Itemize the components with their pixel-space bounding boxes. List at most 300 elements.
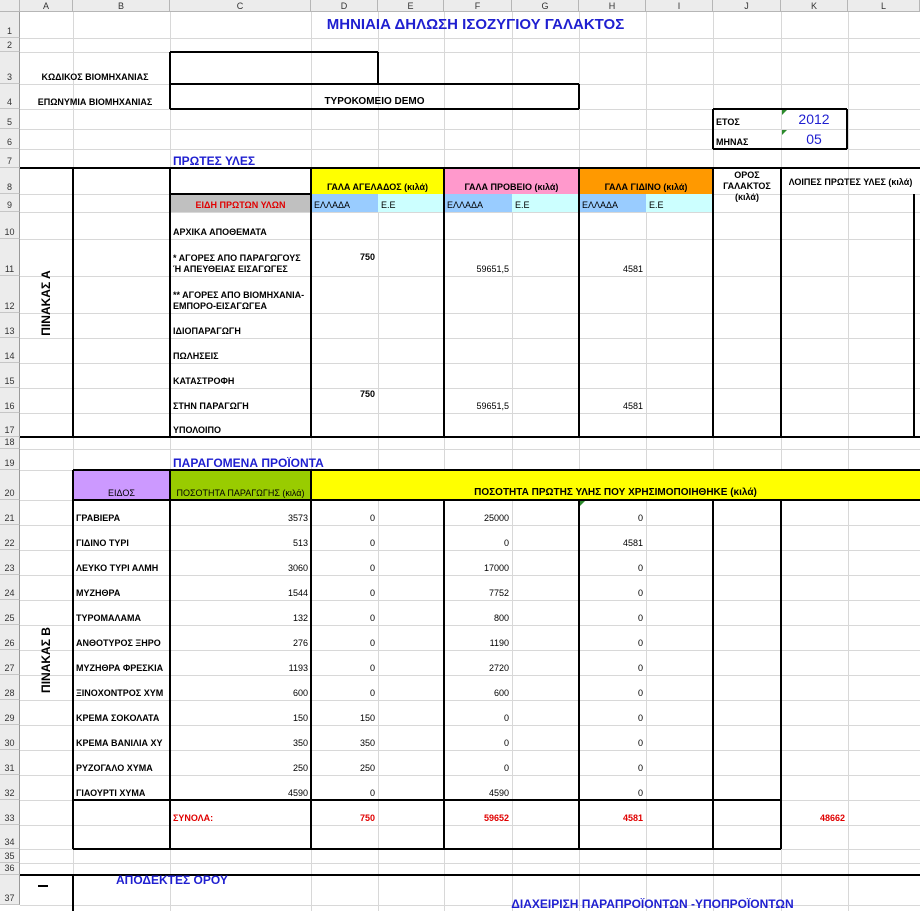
product-quantity-cell[interactable] bbox=[170, 500, 311, 525]
select-all-corner[interactable] bbox=[0, 0, 20, 12]
row-header[interactable]: 33 bbox=[0, 800, 20, 825]
row-header[interactable]: 12 bbox=[0, 276, 20, 313]
product-sheep-used: 0 bbox=[503, 738, 509, 748]
product-sheep-used-cell[interactable] bbox=[444, 600, 512, 625]
product-name-cell[interactable] bbox=[73, 600, 170, 625]
raw-row-label: ΑΡΧΙΚΑ ΑΠΟΘΕΜΑΤΑ bbox=[173, 227, 267, 237]
product-name-cell[interactable] bbox=[73, 575, 170, 600]
product-name-cell[interactable] bbox=[73, 500, 170, 525]
product-goat-used-cell[interactable] bbox=[579, 725, 646, 750]
column-header[interactable]: I bbox=[646, 0, 713, 12]
product-sheep-used: 600 bbox=[493, 688, 509, 698]
row-header[interactable]: 5 bbox=[0, 109, 20, 129]
product-cow-used-cell[interactable] bbox=[311, 725, 378, 750]
product-name-cell[interactable] bbox=[73, 550, 170, 575]
other-raw-header: ΛΟΙΠΕΣ ΠΡΩΤΕΣ ΥΛΕΣ (κιλά) bbox=[788, 177, 913, 187]
raw-row-label: * ΑΓΟΡΕΣ ΑΠΟ ΠΑΡΑΓΩΓΟΥΣ Ή ΑΠΕΥΘΕΙΑΣ ΕΙΣΑΓΩΓΕΣ bbox=[173, 253, 301, 274]
product-sheep-used-cell[interactable] bbox=[444, 500, 512, 525]
raw-materials-title: ΠΡΩΤΕΣ ΥΛΕΣ bbox=[173, 155, 256, 167]
raw-row-label-cell[interactable] bbox=[170, 363, 311, 388]
product-sheep-used: 17000 bbox=[483, 563, 509, 573]
raw-cow-value-cell[interactable] bbox=[311, 313, 378, 326]
product-name: ΑΝΘΟΤΥΡΟΣ ΞΗΡΟ bbox=[76, 638, 161, 648]
greece-subheader: ΕΛΛΑΔΑ bbox=[582, 200, 619, 210]
product-sheep-used: 2720 bbox=[488, 663, 509, 673]
eu-subheader-cell[interactable] bbox=[646, 194, 713, 212]
row-header[interactable]: 6 bbox=[0, 129, 20, 149]
whey-receivers-title-cell[interactable] bbox=[113, 869, 378, 887]
product-quantity-cell[interactable] bbox=[170, 525, 311, 550]
product-sheep-used: 1190 bbox=[489, 638, 509, 648]
comment-marker bbox=[580, 501, 585, 506]
column-header[interactable]: J bbox=[713, 0, 781, 12]
grid-line bbox=[712, 500, 714, 849]
product-cow-used: 0 bbox=[369, 688, 375, 698]
raw-goat-value-cell[interactable] bbox=[579, 212, 646, 239]
raw-cow-value-cell[interactable] bbox=[311, 413, 378, 425]
raw-sheep-value-cell[interactable] bbox=[444, 313, 512, 338]
product-name: ΛΕΥΚΟ ΤΥΡΙ ΑΛΜΗ bbox=[76, 563, 159, 573]
year-label: ΕΤΟΣ bbox=[716, 117, 740, 127]
raw-cow-value: 750 bbox=[359, 252, 375, 262]
row-header[interactable]: 25 bbox=[0, 600, 20, 625]
total-goat: 4581 bbox=[622, 813, 643, 823]
product-goat-used-cell[interactable] bbox=[579, 525, 646, 550]
product-goat-used: 0 bbox=[637, 513, 643, 523]
product-name: ΚΡΕΜΑ ΒΑΝΙΛΙΑ ΧΥ bbox=[76, 738, 163, 748]
row-header[interactable]: 34 bbox=[0, 825, 20, 849]
raw-sheep-value-cell[interactable] bbox=[444, 276, 512, 313]
product-quantity-cell[interactable] bbox=[170, 650, 311, 675]
raw-sheep-value-cell[interactable] bbox=[444, 239, 512, 276]
product-sheep-used: 0 bbox=[503, 713, 509, 723]
product-quantity: 132 bbox=[292, 613, 308, 623]
product-quantity: 1193 bbox=[288, 663, 308, 673]
raw-row-label: ΣΤΗΝ ΠΑΡΑΓΩΓΗ bbox=[173, 401, 249, 411]
row-header[interactable]: 36 bbox=[0, 863, 20, 875]
other-raw-header-cell[interactable] bbox=[781, 168, 920, 198]
row-header[interactable]: 27 bbox=[0, 650, 20, 675]
product-cow-used-cell[interactable] bbox=[311, 750, 378, 775]
product-goat-used: 0 bbox=[637, 588, 643, 598]
product-cow-used-cell[interactable] bbox=[311, 775, 378, 800]
row-header[interactable]: 2 bbox=[0, 38, 20, 52]
company-name-label-cell[interactable] bbox=[20, 84, 170, 109]
grid-line bbox=[72, 168, 74, 437]
product-cow-used: 0 bbox=[369, 538, 375, 548]
sheep-milk-header: ΓΑΛΑ ΠΡΟΒΕΙΟ (κιλά) bbox=[464, 182, 559, 192]
product-name-cell[interactable] bbox=[73, 775, 170, 800]
product-goat-used-cell[interactable] bbox=[579, 600, 646, 625]
total-goat-cell[interactable] bbox=[579, 800, 646, 825]
product-name: ΓΡΑΒΙΕΡΑ bbox=[76, 513, 121, 523]
product-name: ΞΙΝΟΧΟΝΤΡΟΣ ΧΥΜ bbox=[76, 688, 164, 698]
product-quantity-cell[interactable] bbox=[170, 750, 311, 775]
product-cow-used: 0 bbox=[369, 513, 375, 523]
greece-subheader-cell[interactable] bbox=[311, 194, 378, 212]
column-header[interactable]: D bbox=[311, 0, 378, 12]
raw-goat-value-cell[interactable] bbox=[579, 239, 646, 276]
raw-types-header: ΕΙΔΗ ΠΡΩΤΩΝ ΥΛΩΝ bbox=[195, 200, 286, 210]
raw-sheep-value-cell[interactable] bbox=[444, 388, 512, 413]
kind-header-cell[interactable] bbox=[73, 470, 170, 500]
product-sheep-used-cell[interactable] bbox=[444, 625, 512, 650]
row-header[interactable]: 22 bbox=[0, 525, 20, 550]
product-name: ΤΥΡΟΜΑΛΑΜΑ bbox=[76, 613, 141, 623]
company-name-value: ΤΥΡΟΚΟΜΕΙΟ DEMO bbox=[324, 96, 425, 107]
product-quantity: 1544 bbox=[287, 588, 308, 598]
row-header[interactable]: 21 bbox=[0, 500, 20, 525]
grid-line bbox=[913, 194, 915, 437]
product-cow-used-cell[interactable] bbox=[311, 650, 378, 675]
raw-goat-value-cell[interactable] bbox=[579, 276, 646, 313]
product-cow-used-cell[interactable] bbox=[311, 675, 378, 700]
grid-line bbox=[73, 848, 781, 850]
product-goat-used: 0 bbox=[637, 613, 643, 623]
product-quantity: 3573 bbox=[287, 513, 308, 523]
row-gridline bbox=[20, 863, 920, 864]
product-quantity: 250 bbox=[292, 763, 308, 773]
raw-goat-value: 4581 bbox=[622, 264, 643, 274]
company-name-label: ΕΠΩΝΥΜΙΑ ΒΙΟΜΗΧΑΝΙΑΣ bbox=[37, 97, 153, 107]
product-sheep-used-cell[interactable] bbox=[444, 675, 512, 700]
product-sheep-used: 4590 bbox=[488, 788, 509, 798]
greece-subheader: ΕΛΛΑΔΑ bbox=[314, 200, 351, 210]
row-header[interactable]: 30 bbox=[0, 725, 20, 750]
goat-milk-header-cell[interactable] bbox=[579, 168, 713, 194]
product-quantity-cell[interactable] bbox=[170, 550, 311, 575]
raw-cow-value-cell[interactable] bbox=[311, 363, 378, 376]
kind-header: ΕΙΔΟΣ bbox=[108, 488, 135, 498]
row-header[interactable]: 4 bbox=[0, 84, 20, 109]
table-b-side-label: ΠΙΝΑΚΑΣ Β bbox=[39, 626, 53, 693]
column-header[interactable]: F bbox=[444, 0, 512, 12]
row-header[interactable]: 15 bbox=[0, 363, 20, 388]
product-sheep-used: 0 bbox=[503, 763, 509, 773]
products-title-cell[interactable] bbox=[170, 449, 444, 470]
row-header[interactable]: 3 bbox=[0, 52, 20, 84]
product-goat-used: 0 bbox=[637, 688, 643, 698]
raw-used-header-cell[interactable] bbox=[311, 470, 920, 500]
row-header[interactable]: 26 bbox=[0, 625, 20, 650]
product-cow-used: 0 bbox=[369, 638, 375, 648]
grid-line bbox=[72, 875, 74, 911]
row-gridline bbox=[20, 825, 920, 826]
totals-label-cell[interactable] bbox=[170, 800, 311, 825]
column-header[interactable]: B bbox=[73, 0, 170, 12]
product-sheep-used: 0 bbox=[503, 538, 509, 548]
raw-used-header: ΠΟΣΟΤΗΤΑ ΠΡΩΤΗΣ ΥΛΗΣ ΠΟΥ ΧΡΗΣΙΜΟΠΟΙΗΘΗΚΕ (κιλά) bbox=[474, 487, 757, 498]
raw-sheep-value: 59651,5 bbox=[476, 264, 509, 274]
product-goat-used: 0 bbox=[637, 663, 643, 673]
product-name-cell[interactable] bbox=[73, 725, 170, 750]
product-name-cell[interactable] bbox=[73, 650, 170, 675]
product-name: ΓΙΔΙΝΟ ΤΥΡΙ bbox=[76, 538, 129, 548]
row-header[interactable]: 32 bbox=[0, 775, 20, 800]
column-gridline bbox=[848, 12, 849, 911]
product-sheep-used-cell[interactable] bbox=[444, 725, 512, 750]
product-name: ΡΥΖΟΓΑΛΟ ΧΥΜΑ bbox=[76, 763, 153, 773]
product-quantity: 4590 bbox=[287, 788, 308, 798]
table-a-side-label: ΠΙΝΑΚΑΣ Α bbox=[39, 269, 53, 336]
eu-subheader-cell[interactable] bbox=[512, 194, 579, 212]
month-label-cell[interactable] bbox=[713, 129, 781, 149]
product-name: ΚΡΕΜΑ ΣΟΚΟΛΑΤΑ bbox=[76, 713, 160, 723]
product-quantity: 350 bbox=[292, 738, 308, 748]
product-goat-used-cell[interactable] bbox=[579, 650, 646, 675]
product-cow-used: 250 bbox=[359, 763, 375, 773]
quantity-header-cell[interactable] bbox=[170, 470, 311, 500]
raw-row-label-cell[interactable] bbox=[170, 212, 311, 239]
byproducts-title: ΔΙΑΧΕΙΡΙΣΗ ΠΑΡΑΠΡΟΪΟΝΤΩΝ -ΥΠΟΠΡΟΪΟΝΤΩΝ bbox=[511, 898, 794, 910]
raw-sheep-value-cell[interactable] bbox=[444, 363, 512, 388]
product-goat-used: 0 bbox=[637, 563, 643, 573]
product-cow-used: 0 bbox=[369, 563, 375, 573]
raw-row-label-cell[interactable] bbox=[170, 276, 311, 313]
year-value: 2012 bbox=[798, 112, 830, 125]
product-name-cell[interactable] bbox=[73, 700, 170, 725]
product-goat-used-cell[interactable] bbox=[579, 750, 646, 775]
product-sheep-used-cell[interactable] bbox=[444, 525, 512, 550]
product-quantity-cell[interactable] bbox=[170, 725, 311, 750]
product-goat-used-cell[interactable] bbox=[579, 700, 646, 725]
raw-types-header-cell[interactable] bbox=[170, 194, 311, 212]
eu-subheader: Ε.Ε bbox=[381, 200, 396, 210]
product-goat-used: 0 bbox=[637, 788, 643, 798]
raw-cow-value-cell[interactable] bbox=[311, 338, 378, 351]
row-header[interactable]: 9 bbox=[0, 194, 20, 212]
product-cow-used-cell[interactable] bbox=[311, 600, 378, 625]
product-goat-used: 0 bbox=[637, 713, 643, 723]
raw-row-label-cell[interactable] bbox=[170, 388, 311, 413]
sheet-title: ΜΗΝΙΑΙΑ ΔΗΛΩΣΗ ΙΣΟΖΥΓΙΟΥ ΓΑΛΑΚΤΟΣ bbox=[326, 18, 625, 31]
product-quantity-cell[interactable] bbox=[170, 700, 311, 725]
month-value-cell[interactable] bbox=[781, 129, 847, 149]
column-header[interactable]: L bbox=[848, 0, 920, 12]
product-goat-used-cell[interactable] bbox=[579, 500, 646, 525]
greece-subheader: ΕΛΛΑΔΑ bbox=[447, 200, 484, 210]
raw-goat-value-cell[interactable] bbox=[579, 338, 646, 363]
product-quantity-cell[interactable] bbox=[170, 675, 311, 700]
product-goat-used-cell[interactable] bbox=[579, 575, 646, 600]
product-cow-used: 0 bbox=[369, 613, 375, 623]
raw-row-label: ΚΑΤΑΣΤΡΟΦΗ bbox=[173, 376, 235, 386]
product-goat-used-cell[interactable] bbox=[579, 625, 646, 650]
product-name-cell[interactable] bbox=[73, 525, 170, 550]
product-quantity: 513 bbox=[292, 538, 308, 548]
product-goat-used: 0 bbox=[637, 763, 643, 773]
company-code-label: ΚΩΔΙΚΟΣ ΒΙΟΜΗΧΑΝΙΑΣ bbox=[41, 72, 149, 82]
product-cow-used-cell[interactable] bbox=[311, 575, 378, 600]
eu-subheader: Ε.Ε bbox=[515, 200, 530, 210]
raw-goat-value-cell[interactable] bbox=[579, 313, 646, 338]
product-cow-used: 0 bbox=[369, 788, 375, 798]
product-cow-used: 150 bbox=[359, 713, 375, 723]
product-quantity-cell[interactable] bbox=[170, 625, 311, 650]
raw-materials-title-cell[interactable] bbox=[170, 149, 444, 168]
total-sheep: 59652 bbox=[483, 813, 509, 823]
row-header[interactable]: 10 bbox=[0, 212, 20, 239]
row-header[interactable]: 29 bbox=[0, 700, 20, 725]
month-value: 05 bbox=[806, 132, 822, 145]
eu-subheader-cell[interactable] bbox=[378, 194, 444, 212]
product-quantity-cell[interactable] bbox=[170, 575, 311, 600]
raw-goat-value-cell[interactable] bbox=[579, 413, 646, 437]
grid-line bbox=[780, 500, 782, 849]
greece-subheader-cell[interactable] bbox=[579, 194, 646, 212]
total-cow: 750 bbox=[359, 813, 375, 823]
row-header[interactable]: 18 bbox=[0, 437, 20, 449]
whey-receivers-title: ΑΠΟΔΕΚΤΕΣ ΟΡΟΥ bbox=[116, 874, 228, 886]
raw-sheep-value-cell[interactable] bbox=[444, 338, 512, 363]
product-goat-used: 4581 bbox=[622, 538, 643, 548]
partial-side-label bbox=[38, 885, 48, 887]
raw-row-label-cell[interactable] bbox=[170, 338, 311, 363]
row-gridline bbox=[20, 38, 920, 39]
product-cow-used-cell[interactable] bbox=[311, 700, 378, 725]
row-header[interactable]: 35 bbox=[0, 849, 20, 863]
row-gridline bbox=[20, 449, 920, 450]
product-name: ΜΥΖΗΘΡΑ ΦΡΕΣΚΙΑ bbox=[76, 663, 164, 673]
sheep-milk-header-cell[interactable] bbox=[444, 168, 579, 194]
row-header[interactable]: 13 bbox=[0, 313, 20, 338]
row-header[interactable]: 11 bbox=[0, 239, 20, 276]
product-quantity: 3060 bbox=[287, 563, 308, 573]
product-name-cell[interactable] bbox=[73, 750, 170, 775]
product-sheep-used-cell[interactable] bbox=[444, 550, 512, 575]
product-quantity-cell[interactable] bbox=[170, 775, 311, 800]
sheet-title-cell[interactable] bbox=[170, 12, 781, 38]
product-sheep-used-cell[interactable] bbox=[444, 575, 512, 600]
raw-cow-value-cell[interactable] bbox=[311, 388, 378, 401]
column-header[interactable]: G bbox=[512, 0, 579, 12]
raw-row-label-cell[interactable] bbox=[170, 313, 311, 338]
whey-header-cell[interactable] bbox=[713, 161, 781, 212]
eu-subheader: Ε.Ε bbox=[649, 200, 664, 210]
row-header[interactable]: 17 bbox=[0, 413, 20, 437]
raw-cow-value: 750 bbox=[359, 389, 375, 399]
comment-marker bbox=[782, 130, 787, 135]
year-value-cell[interactable] bbox=[781, 109, 847, 129]
product-goat-used-cell[interactable] bbox=[579, 550, 646, 575]
product-cow-used: 0 bbox=[369, 588, 375, 598]
product-cow-used: 0 bbox=[369, 663, 375, 673]
product-name: ΜΥΖΗΘΡΑ bbox=[76, 588, 121, 598]
product-quantity-cell[interactable] bbox=[170, 600, 311, 625]
product-quantity: 150 bbox=[292, 713, 308, 723]
cow-milk-header: ΓΑΛΑ ΑΓΕΛΑΔΟΣ (κιλά) bbox=[326, 182, 429, 192]
raw-row-label: ΙΔΙΟΠΑΡΑΓΩΓΗ bbox=[173, 326, 241, 336]
product-cow-used-cell[interactable] bbox=[311, 625, 378, 650]
product-sheep-used-cell[interactable] bbox=[444, 750, 512, 775]
total-whey-cell[interactable] bbox=[713, 800, 848, 825]
product-cow-used-cell[interactable] bbox=[311, 525, 378, 550]
raw-goat-value-cell[interactable] bbox=[579, 363, 646, 388]
column-header[interactable]: K bbox=[781, 0, 848, 12]
product-sheep-used-cell[interactable] bbox=[444, 700, 512, 725]
raw-goat-value-cell[interactable] bbox=[579, 388, 646, 413]
totals-label: ΣΥΝΟΛΑ: bbox=[173, 813, 214, 823]
raw-cow-value-cell[interactable] bbox=[311, 276, 378, 301]
column-header[interactable]: H bbox=[579, 0, 646, 12]
row-header[interactable]: 19 bbox=[0, 449, 20, 470]
raw-row-label: ** ΑΓΟΡΕΣ ΑΠΟ ΒΙΟΜΗΧΑΝΙΑ-ΕΜΠΟΡΟ-ΕΙΣΑΓΩΓΕΑ bbox=[173, 290, 305, 311]
products-title: ΠΑΡΑΓΟΜΕΝΑ ΠΡΟΪΟΝΤΑ bbox=[173, 457, 324, 469]
product-name: ΓΙΑΟΥΡΤΙ ΧΥΜΑ bbox=[76, 788, 146, 798]
product-sheep-used: 25000 bbox=[483, 513, 509, 523]
column-header[interactable]: A bbox=[20, 0, 73, 12]
row-header[interactable]: 37 bbox=[0, 875, 20, 905]
raw-sheep-value: 59651,5 bbox=[476, 401, 509, 411]
goat-milk-header: ΓΑΛΑ ΓΙΔΙΝΟ (κιλά) bbox=[604, 182, 688, 192]
month-label: ΜΗΝΑΣ bbox=[716, 137, 749, 147]
raw-cow-value-cell[interactable] bbox=[311, 212, 378, 227]
row-header[interactable]: 31 bbox=[0, 750, 20, 775]
whey-header: ΟΡΟΣ ΓΑΛΑΚΤΟΣ (κιλά) bbox=[723, 169, 771, 202]
row-header[interactable]: 24 bbox=[0, 575, 20, 600]
row-header[interactable]: 1 bbox=[0, 12, 20, 38]
product-goat-used: 0 bbox=[637, 738, 643, 748]
row-header[interactable]: 20 bbox=[0, 470, 20, 500]
raw-row-label-cell[interactable] bbox=[170, 239, 311, 276]
product-cow-used-cell[interactable] bbox=[311, 550, 378, 575]
raw-goat-value: 4581 bbox=[622, 401, 643, 411]
total-cow-cell[interactable] bbox=[311, 800, 378, 825]
raw-row-label-cell[interactable] bbox=[170, 413, 311, 437]
column-header[interactable]: E bbox=[378, 0, 444, 12]
column-gridline bbox=[512, 12, 513, 911]
year-label-cell[interactable] bbox=[713, 109, 781, 129]
product-quantity: 276 bbox=[292, 638, 308, 648]
raw-row-label: ΠΩΛΗΣΕΙΣ bbox=[173, 351, 219, 361]
total-whey: 48662 bbox=[819, 813, 845, 823]
company-name-value-cell[interactable] bbox=[170, 84, 579, 109]
row-header[interactable]: 16 bbox=[0, 388, 20, 413]
raw-sheep-value-cell[interactable] bbox=[444, 212, 512, 239]
product-cow-used-cell[interactable] bbox=[311, 500, 378, 525]
product-name-cell[interactable] bbox=[73, 675, 170, 700]
column-gridline bbox=[646, 12, 647, 911]
company-code-label-cell[interactable] bbox=[20, 52, 170, 84]
raw-sheep-value-cell[interactable] bbox=[444, 413, 512, 437]
product-quantity: 600 bbox=[292, 688, 308, 698]
row-header[interactable]: 23 bbox=[0, 550, 20, 575]
product-goat-used-cell[interactable] bbox=[579, 675, 646, 700]
company-code-value-cell[interactable] bbox=[170, 52, 378, 84]
comment-marker bbox=[782, 110, 787, 115]
product-name-cell[interactable] bbox=[73, 625, 170, 650]
product-cow-used: 350 bbox=[359, 738, 375, 748]
byproducts-title-cell[interactable] bbox=[484, 879, 821, 911]
greece-subheader-cell[interactable] bbox=[444, 194, 512, 212]
column-header[interactable]: C bbox=[170, 0, 311, 12]
quantity-header: ΠΟΣΟΤΗΤΑ ΠΑΡΑΓΩΓΗΣ (κιλά) bbox=[176, 488, 305, 498]
row-header[interactable]: 28 bbox=[0, 675, 20, 700]
cow-milk-header-cell[interactable] bbox=[311, 168, 444, 194]
product-sheep-used-cell[interactable] bbox=[444, 650, 512, 675]
row-header[interactable]: 8 bbox=[0, 168, 20, 194]
product-goat-used-cell[interactable] bbox=[579, 775, 646, 800]
product-sheep-used-cell[interactable] bbox=[444, 775, 512, 800]
product-sheep-used: 800 bbox=[493, 613, 509, 623]
total-sheep-cell[interactable] bbox=[444, 800, 512, 825]
product-goat-used: 0 bbox=[637, 638, 643, 648]
raw-cow-value-cell[interactable] bbox=[311, 239, 378, 264]
raw-row-label: ΥΠΟΛΟΙΠΟ bbox=[173, 425, 222, 435]
product-sheep-used: 7752 bbox=[488, 588, 509, 598]
row-header[interactable]: 14 bbox=[0, 338, 20, 363]
row-header[interactable]: 7 bbox=[0, 149, 20, 168]
